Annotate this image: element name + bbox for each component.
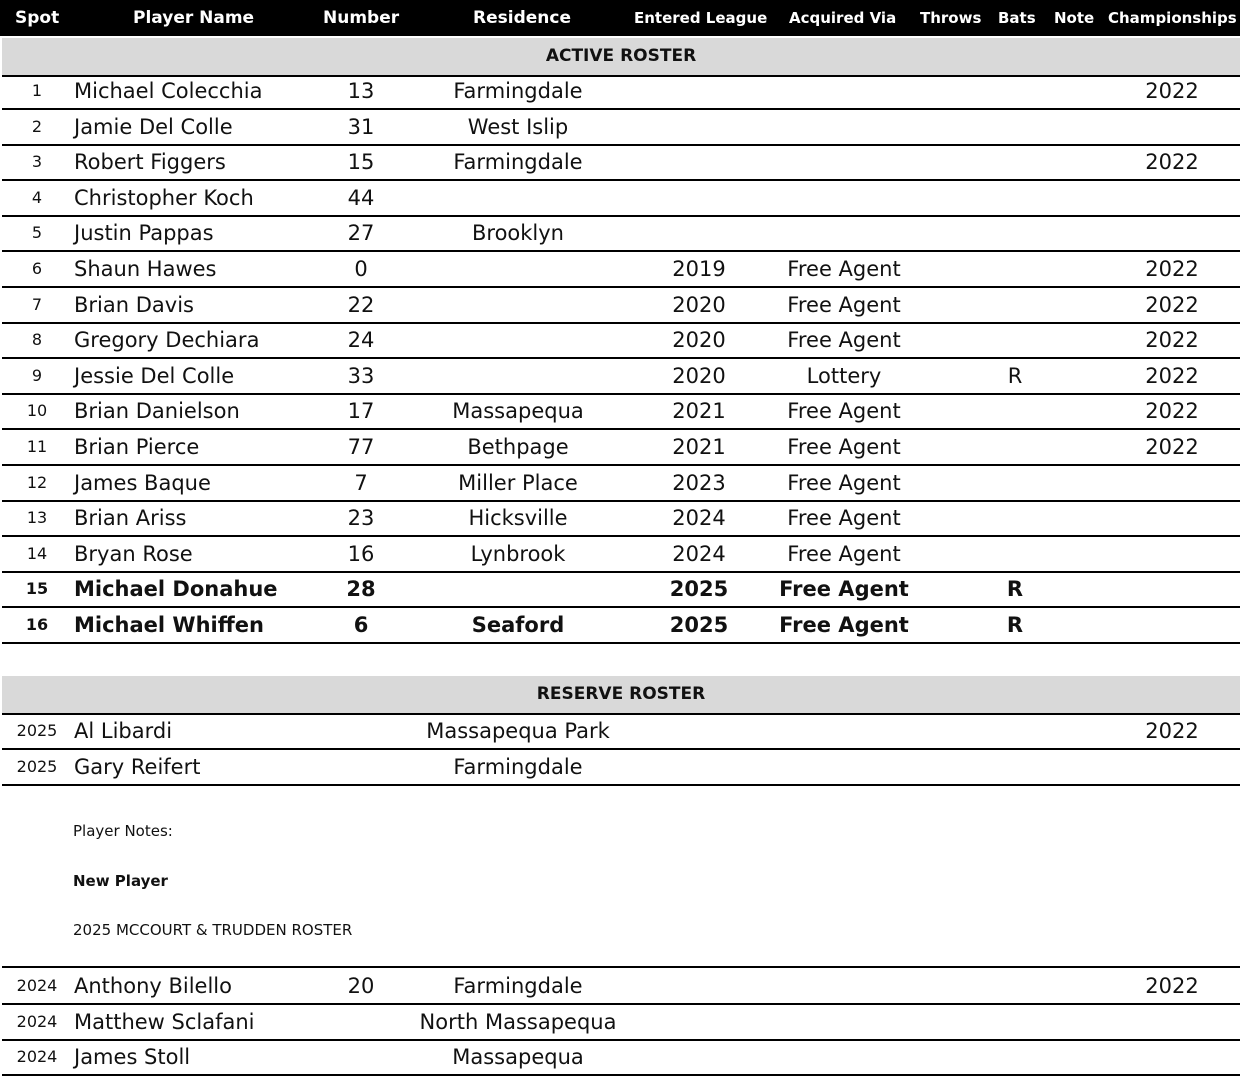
cell-throws bbox=[924, 537, 984, 571]
table-row bbox=[2, 359, 1240, 395]
cell-entered-league bbox=[638, 216, 760, 250]
cell-entered-league: 2025 bbox=[669, 613, 729, 637]
roster-label-note: 2025 MCCOURT & TRUDDEN ROSTER bbox=[73, 921, 353, 939]
cell-number: 20 bbox=[347, 974, 375, 998]
player-notes-label: Player Notes: bbox=[73, 822, 173, 840]
cell-note bbox=[1046, 394, 1106, 428]
cell-residence: North Massapequa bbox=[419, 1009, 617, 1034]
cell-residence bbox=[400, 572, 636, 606]
table-row bbox=[2, 572, 1240, 608]
cell-residence: Massapequa bbox=[452, 1045, 584, 1069]
cell-throws bbox=[924, 466, 984, 500]
table-row bbox=[2, 537, 1240, 573]
cell-note bbox=[1046, 572, 1106, 606]
cell-throws bbox=[924, 145, 984, 179]
cell-entered-league: 2025 bbox=[669, 577, 729, 602]
past-roster-top-rule bbox=[2, 966, 1240, 968]
cell-throws bbox=[924, 608, 984, 642]
cell-player-name: Brian Danielson bbox=[74, 399, 240, 424]
cell-residence: Farmingdale bbox=[453, 79, 583, 103]
cell-note bbox=[1046, 608, 1106, 642]
cell-note bbox=[1046, 430, 1106, 464]
cell-bats bbox=[988, 501, 1042, 535]
cell-player-name: Jessie Del Colle bbox=[74, 363, 235, 388]
cell-spot: 13 bbox=[26, 508, 48, 528]
cell-entered-league: 2020 bbox=[672, 363, 726, 388]
cell-number bbox=[319, 714, 403, 748]
cell-championships bbox=[1112, 501, 1232, 535]
header-entered-league: Entered League bbox=[634, 9, 768, 27]
cell-residence: Massapequa Park bbox=[426, 719, 610, 743]
cell-number: 16 bbox=[347, 541, 375, 566]
cell-bats bbox=[988, 74, 1042, 108]
cell-spot: 2 bbox=[31, 116, 43, 136]
cell-entered-league: 2021 bbox=[672, 399, 726, 424]
cell-number bbox=[319, 750, 403, 784]
cell-throws bbox=[924, 430, 984, 464]
cell-acquired-via: Free Agent bbox=[787, 328, 901, 353]
table-row bbox=[2, 323, 1240, 359]
cell-player-name: James Baque bbox=[74, 470, 211, 495]
cell-championships bbox=[1112, 181, 1232, 215]
table-row bbox=[2, 969, 1240, 1005]
cell-acquired-via bbox=[764, 110, 924, 144]
cell-entered-league: 2020 bbox=[672, 328, 726, 353]
cell-championships bbox=[1112, 608, 1232, 642]
cell-throws bbox=[924, 323, 984, 357]
cell-bats: R bbox=[1007, 363, 1023, 388]
header-player-name: Player Name bbox=[133, 8, 255, 28]
cell-note bbox=[1046, 74, 1106, 108]
cell-player-name: Gary Reifert bbox=[74, 755, 201, 779]
table-row bbox=[2, 501, 1240, 537]
cell-spot: 2025 bbox=[16, 721, 58, 740]
cell-residence: Farmingdale bbox=[453, 974, 583, 998]
cell-entered-league: 2021 bbox=[672, 435, 726, 459]
new-player-note: New Player bbox=[73, 872, 168, 890]
cell-spot: 3 bbox=[31, 152, 43, 172]
cell-number: 24 bbox=[347, 328, 375, 353]
header-residence: Residence bbox=[473, 8, 571, 28]
cell-residence: Hicksville bbox=[468, 506, 568, 531]
cell-residence: Bethpage bbox=[467, 435, 569, 459]
cell-player-name: Brian Davis bbox=[74, 292, 194, 317]
cell-spot: 4 bbox=[31, 187, 43, 207]
cell-acquired-via: Free Agent bbox=[787, 470, 901, 495]
cell-player-name: Gregory Dechiara bbox=[74, 328, 260, 353]
cell-acquired-via: Free Agent bbox=[787, 399, 901, 424]
cell-note bbox=[1046, 145, 1106, 179]
cell-player-name: Brian Ariss bbox=[74, 506, 187, 531]
cell-player-name: Michael Whiffen bbox=[74, 613, 264, 637]
cell-championships: 2022 bbox=[1145, 257, 1199, 281]
header-spot: Spot bbox=[15, 8, 60, 28]
cell-spot: 1 bbox=[31, 81, 43, 100]
cell-throws bbox=[924, 288, 984, 322]
cell-championships bbox=[1112, 216, 1232, 250]
cell-number bbox=[319, 1040, 403, 1074]
cell-bats bbox=[988, 110, 1042, 144]
cell-championships: 2022 bbox=[1145, 719, 1199, 743]
cell-championships bbox=[1112, 466, 1232, 500]
header-championships: Championships bbox=[1108, 9, 1237, 27]
cell-bats bbox=[988, 216, 1042, 250]
cell-residence: Miller Place bbox=[458, 470, 578, 495]
table-row bbox=[2, 1040, 1240, 1076]
cell-acquired-via bbox=[764, 74, 924, 108]
cell-spot: 16 bbox=[25, 615, 49, 634]
cell-championships bbox=[1112, 572, 1232, 606]
cell-bats bbox=[988, 252, 1042, 286]
cell-spot: 12 bbox=[26, 472, 48, 492]
cell-bats bbox=[988, 288, 1042, 322]
cell-bats: R bbox=[1006, 613, 1024, 637]
cell-throws bbox=[924, 181, 984, 215]
header-note: Note bbox=[1054, 9, 1095, 27]
cell-player-name: Christopher Koch bbox=[74, 185, 254, 210]
cell-residence bbox=[400, 359, 636, 393]
cell-acquired-via: Free Agent bbox=[779, 577, 909, 602]
cell-championships: 2022 bbox=[1145, 292, 1199, 317]
cell-throws bbox=[924, 394, 984, 428]
table-row bbox=[2, 1005, 1240, 1041]
cell-residence: Lynbrook bbox=[470, 541, 566, 566]
cell-residence bbox=[400, 323, 636, 357]
cell-number: 77 bbox=[347, 435, 375, 459]
cell-spot: 2024 bbox=[16, 976, 58, 995]
header-number: Number bbox=[323, 8, 400, 28]
cell-number: 27 bbox=[347, 221, 375, 246]
table-row bbox=[2, 110, 1240, 146]
cell-throws bbox=[924, 501, 984, 535]
cell-note bbox=[1046, 359, 1106, 393]
cell-entered-league bbox=[638, 74, 760, 108]
cell-player-name: Michael Colecchia bbox=[74, 79, 263, 103]
cell-championships bbox=[1112, 537, 1232, 571]
cell-acquired-via: Free Agent bbox=[787, 541, 901, 566]
cell-acquired-via: Free Agent bbox=[787, 292, 901, 317]
cell-acquired-via bbox=[764, 181, 924, 215]
cell-number: 17 bbox=[347, 399, 375, 424]
cell-championships: 2022 bbox=[1145, 150, 1199, 175]
cell-spot: 5 bbox=[31, 223, 43, 243]
cell-player-name: Jamie Del Colle bbox=[74, 114, 233, 139]
cell-spot: 7 bbox=[31, 294, 43, 314]
cell-number: 6 bbox=[353, 613, 369, 637]
cell-championships: 2022 bbox=[1145, 435, 1199, 459]
cell-residence: Farmingdale bbox=[453, 150, 583, 175]
cell-acquired-via: Free Agent bbox=[787, 435, 901, 459]
cell-entered-league: 2024 bbox=[672, 541, 726, 566]
cell-championships bbox=[1112, 1005, 1232, 1039]
cell-residence: West Islip bbox=[467, 114, 569, 139]
cell-bats bbox=[988, 181, 1042, 215]
cell-number bbox=[319, 1005, 403, 1039]
cell-residence: Farmingdale bbox=[453, 755, 583, 779]
table-row bbox=[2, 394, 1240, 430]
cell-number: 44 bbox=[347, 185, 375, 210]
cell-spot: 2024 bbox=[16, 1047, 58, 1066]
table-row bbox=[2, 714, 1240, 750]
cell-bats bbox=[988, 394, 1042, 428]
table-row bbox=[2, 252, 1240, 288]
cell-number: 7 bbox=[354, 470, 368, 495]
cell-residence: Brooklyn bbox=[471, 221, 564, 246]
cell-player-name: Brian Pierce bbox=[74, 435, 200, 459]
cell-player-name: Robert Figgers bbox=[74, 150, 226, 175]
cell-entered-league: 2020 bbox=[672, 292, 726, 317]
cell-bats bbox=[988, 145, 1042, 179]
table-row bbox=[2, 430, 1240, 466]
cell-entered-league: 2023 bbox=[672, 470, 726, 495]
cell-residence: Massapequa bbox=[452, 399, 584, 424]
cell-acquired-via: Free Agent bbox=[779, 613, 909, 637]
cell-spot: 14 bbox=[26, 543, 48, 563]
table-row bbox=[2, 216, 1240, 252]
cell-residence: Seaford bbox=[471, 613, 565, 637]
table-row bbox=[2, 288, 1240, 324]
cell-spot: 10 bbox=[26, 401, 48, 421]
table-row bbox=[2, 466, 1240, 502]
cell-residence bbox=[400, 288, 636, 322]
cell-spot: 2025 bbox=[16, 757, 58, 776]
cell-spot: 11 bbox=[26, 437, 48, 456]
cell-bats bbox=[988, 466, 1042, 500]
header-bats: Bats bbox=[998, 9, 1036, 27]
cell-spot: 2024 bbox=[16, 1011, 58, 1031]
cell-entered-league: 2019 bbox=[672, 257, 726, 281]
cell-acquired-via: Lottery bbox=[806, 363, 882, 388]
cell-spot: 6 bbox=[31, 259, 43, 278]
cell-player-name: Matthew Sclafani bbox=[74, 1009, 255, 1034]
cell-spot: 15 bbox=[25, 579, 49, 599]
cell-number: 31 bbox=[347, 114, 375, 139]
cell-residence bbox=[400, 181, 636, 215]
active-roster-band: ACTIVE ROSTER bbox=[2, 38, 1240, 77]
cell-player-name: Anthony Bilello bbox=[74, 974, 232, 998]
cell-throws bbox=[924, 572, 984, 606]
cell-note bbox=[1046, 537, 1106, 571]
table-header bbox=[0, 0, 1240, 36]
cell-championships bbox=[1112, 750, 1232, 784]
cell-number: 0 bbox=[354, 257, 368, 281]
cell-bats bbox=[988, 323, 1042, 357]
table-row bbox=[2, 74, 1240, 110]
cell-player-name: James Stoll bbox=[74, 1045, 191, 1069]
header-throws: Throws bbox=[920, 9, 982, 27]
reserve-roster-band: RESERVE ROSTER bbox=[2, 676, 1240, 715]
cell-spot: 8 bbox=[31, 330, 43, 350]
cell-note bbox=[1046, 181, 1106, 215]
cell-throws bbox=[924, 110, 984, 144]
cell-acquired-via bbox=[764, 145, 924, 179]
cell-entered-league bbox=[638, 110, 760, 144]
cell-throws bbox=[924, 359, 984, 393]
cell-note bbox=[1046, 501, 1106, 535]
cell-number: 22 bbox=[347, 292, 375, 317]
cell-bats bbox=[988, 430, 1042, 464]
cell-throws bbox=[924, 216, 984, 250]
cell-note bbox=[1046, 466, 1106, 500]
cell-championships: 2022 bbox=[1145, 399, 1199, 424]
cell-number: 28 bbox=[346, 577, 376, 602]
cell-championships: 2022 bbox=[1145, 328, 1199, 353]
cell-spot: 9 bbox=[31, 365, 43, 385]
cell-note bbox=[1046, 110, 1106, 144]
cell-number: 23 bbox=[347, 506, 375, 531]
cell-championships: 2022 bbox=[1145, 79, 1199, 103]
table-row bbox=[2, 608, 1240, 644]
cell-player-name: Michael Donahue bbox=[74, 577, 278, 602]
cell-bats: R bbox=[1006, 577, 1024, 602]
cell-player-name: Al Libardi bbox=[74, 719, 173, 743]
table-row bbox=[2, 145, 1240, 181]
cell-player-name: Justin Pappas bbox=[74, 221, 214, 246]
cell-note bbox=[1046, 216, 1106, 250]
cell-residence bbox=[400, 252, 636, 286]
cell-championships: 2022 bbox=[1145, 974, 1199, 998]
cell-number: 33 bbox=[347, 363, 375, 388]
table-row bbox=[2, 181, 1240, 217]
cell-entered-league bbox=[638, 181, 760, 215]
cell-player-name: Bryan Rose bbox=[74, 541, 193, 566]
cell-number: 15 bbox=[347, 150, 375, 175]
cell-entered-league bbox=[638, 145, 760, 179]
cell-acquired-via bbox=[764, 216, 924, 250]
cell-acquired-via: Free Agent bbox=[787, 506, 901, 531]
cell-note bbox=[1046, 288, 1106, 322]
cell-throws bbox=[924, 252, 984, 286]
cell-championships bbox=[1112, 1040, 1232, 1074]
cell-number: 13 bbox=[347, 79, 375, 103]
cell-note bbox=[1046, 252, 1106, 286]
cell-championships: 2022 bbox=[1145, 363, 1199, 388]
cell-championships bbox=[1112, 110, 1232, 144]
table-row bbox=[2, 750, 1240, 786]
cell-note bbox=[1046, 323, 1106, 357]
header-acquired-via: Acquired Via bbox=[789, 9, 897, 27]
cell-entered-league: 2024 bbox=[672, 506, 726, 531]
cell-acquired-via: Free Agent bbox=[787, 257, 901, 281]
cell-bats bbox=[988, 537, 1042, 571]
cell-throws bbox=[924, 74, 984, 108]
cell-player-name: Shaun Hawes bbox=[74, 257, 217, 281]
